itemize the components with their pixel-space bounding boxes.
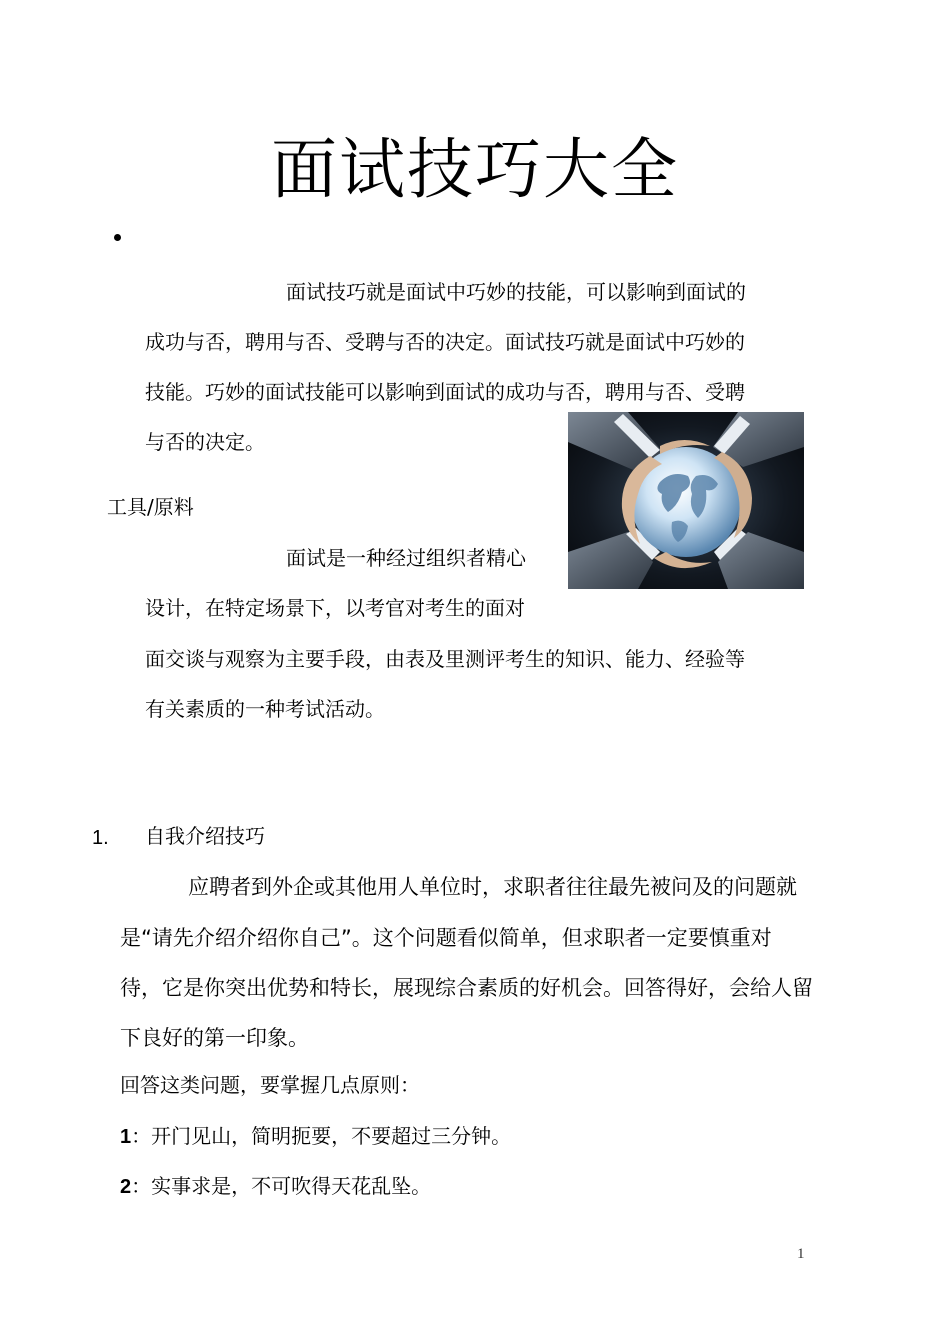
rule-item-1 [120,1124,511,1149]
rule-text: ：开门见山，简明扼要，不要超过三分钟。 [131,1124,512,1148]
rule-number: 1 [120,1126,132,1148]
section-line-4: 下良好的第一印象。 [120,1026,309,1050]
document-title: 面试技巧大全 [271,131,679,208]
page-number: 1 [797,1246,805,1262]
rule-item-2 [120,1174,431,1199]
rule-number: 2 [120,1176,132,1198]
intro-line-4: 与否的决定。 [145,430,265,454]
tools-line-4: 有关素质的一种考试活动。 [145,697,385,721]
tools-heading: 工具/原料 [107,495,194,519]
section-number: 1. [92,827,109,849]
bullet-icon [114,234,121,241]
intro-line-1: 面试技巧就是面试中巧妙的技能，可以影响到面试的 [286,280,746,304]
principles-intro: 回答这类问题，要掌握几点原则： [120,1073,420,1097]
rule-text: ：实事求是，不可吹得天花乱坠。 [131,1174,432,1198]
tools-line-3: 面交谈与观察为主要手段，由表及里测评考生的知识、能力、经验等 [145,647,745,671]
tools-line-1: 面试是一种经过组织者精心 [286,546,526,570]
tools-line-2: 设计，在特定场景下，以考官对考生的面对 [145,596,525,620]
section-line-2: 是“请先介绍介绍你自己”。这个问题看似简单，但求职者一定要慎重对 [120,926,772,950]
intro-line-2: 成功与否，聘用与否、受聘与否的决定。面试技巧就是面试中巧妙的 [145,330,745,354]
intro-line-3: 技能。巧妙的面试技能可以影响到面试的成功与否，聘用与否、受聘 [145,380,745,404]
section-line-1: 应聘者到外企或其他用人单位时，求职者往往最先被问及的问题就 [188,875,797,899]
hands-around-globe-photo [568,412,804,589]
section-heading: 自我介绍技巧 [145,824,265,848]
section-line-3: 待，它是你突出优势和特长，展现综合素质的好机会。回答得好，会给人留 [120,976,813,1000]
